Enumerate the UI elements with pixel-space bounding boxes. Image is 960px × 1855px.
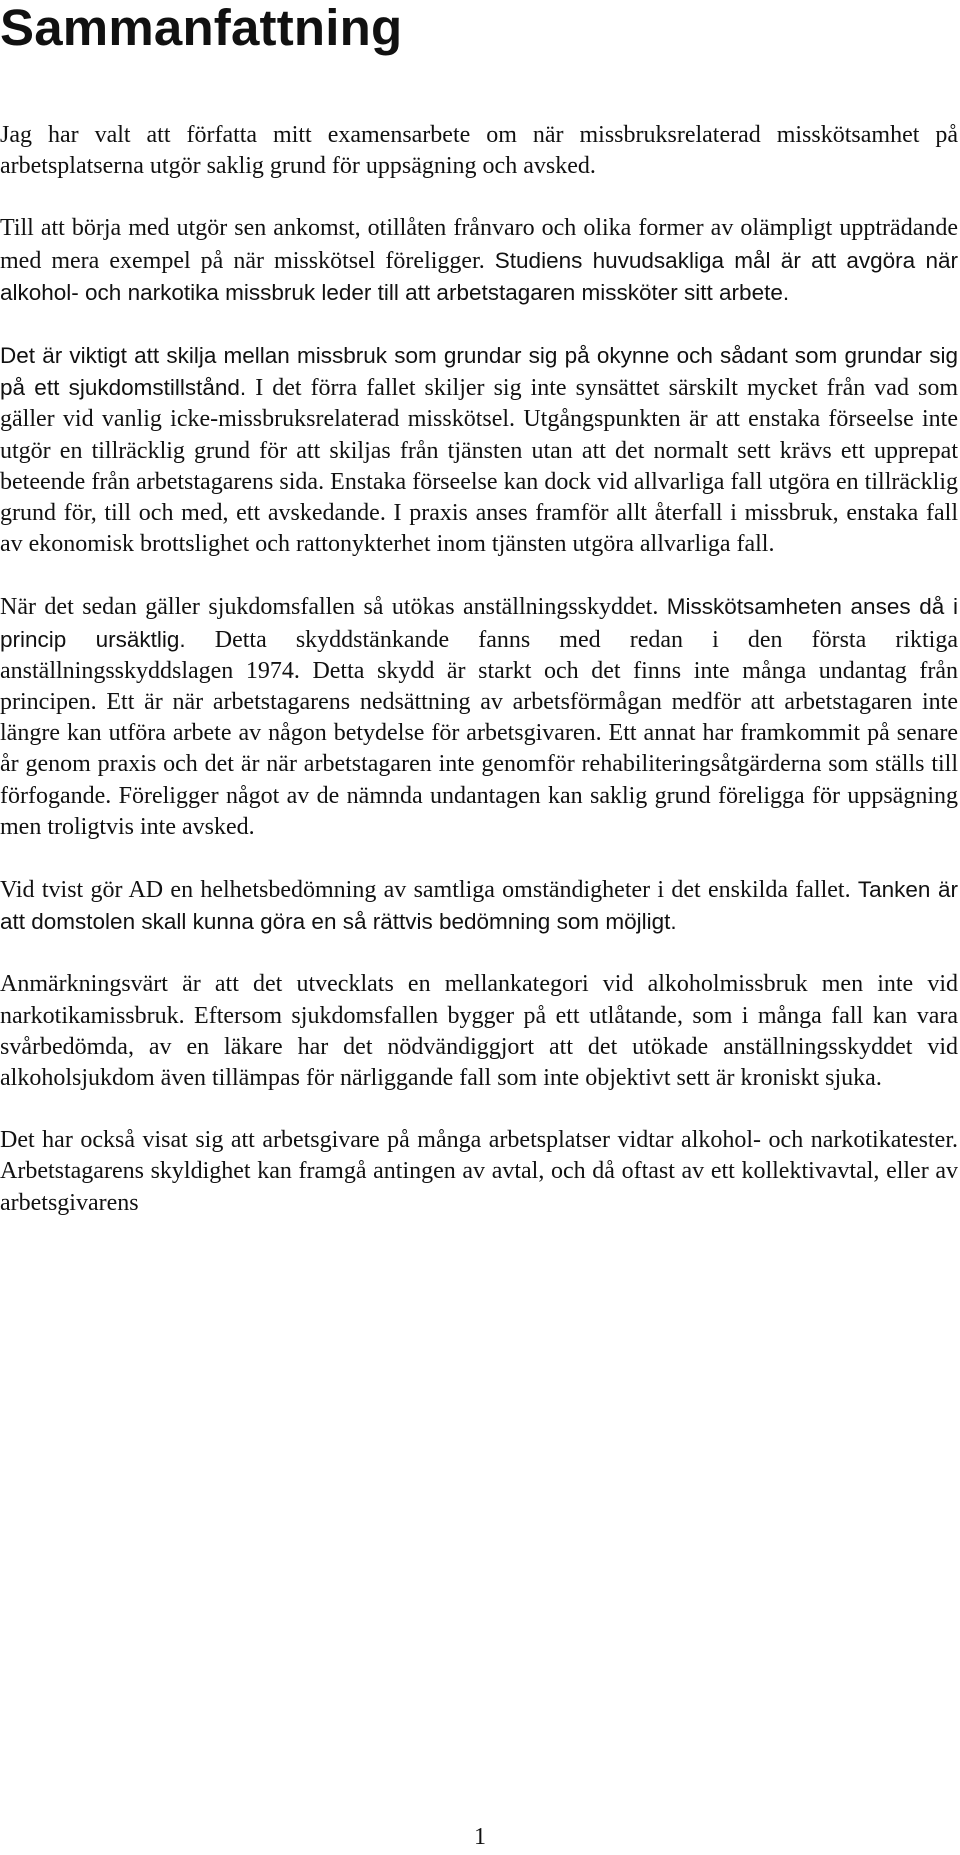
paragraph-7 <box>0 1125 958 1219</box>
paragraph-4-sentence-2: Misskötsamheten anses då i princip ursäktlig. <box>0 594 959 652</box>
summary-body <box>0 120 958 1250</box>
paragraph-6-text: Anmärkningsvärt är att det utvecklats en mellankategori vid alkoholmissbruk men inte vid narkotikamissbruk. Eftersom sjukdomsfallen bygger på ett utlåtande, som i många fall kan vara svårbedömda, av en läkare har det nödvändiggjort att det utökade anställningsskyddet vid alkoholsjukdom även tillämpas för närliggande fall som inte objektivt sett är kroniskt sjuka. <box>0 971 958 1092</box>
page-number: 1 <box>474 1824 486 1850</box>
paragraph-2-sentence-2: Studiens huvudsakliga mål är att avgöra när alkohol- och narkotika missbruk leder till att arbetstagaren missköter sitt arbete. <box>0 247 959 305</box>
paragraph-1 <box>0 120 958 182</box>
paragraph-3 <box>0 340 958 560</box>
paragraph-7-text: Det har också visat sig att arbetsgivare på många arbetsplatser vidtar alkohol- och narkotikatester. Arbetstagarens skyldighet kan framgå antingen av avtal, och då oftast av ett kollektivavtal, eller av arbetsgivarens <box>0 1127 958 1216</box>
paragraph-5-sentence-1: Vid tvist gör AD en helhetsbedömning av samtliga omständigheter i det enskilda fallet. <box>0 877 851 904</box>
paragraph-6 <box>0 969 958 1094</box>
paragraph-3-sentence-1: Det är viktigt att skilja mellan missbruk som grundar sig på okynne och sådant som grundar sig på ett sjukdomstillstånd. <box>0 343 958 401</box>
paragraph-5-sentence-2: Tanken är att domstolen skall kunna göra en så rättvis bedömning som möjligt. <box>0 877 958 935</box>
paragraph-1-text: Jag har valt att författa mitt examensarbete om när missbruksrelaterad misskötsamhet på arbetsplatserna utgör saklig grund för uppsägning och avsked. <box>0 122 958 180</box>
paragraph-4-rest: Detta skyddstänkande fanns med redan i den första riktiga anställningsskyddslagen 1974. Detta skydd är starkt och det finns inte många undantag från principen. Ett är när arbetstagarens nedsättning av arbetsförmågan medför att arbetstagaren inte längre kan utföra arbete av någon betydelse för arbetsgivaren. Ett annat har framkommit på senare år genom praxis och det är när arbetstagaren inte genomför rehabiliteringsåtgärderna som ställs till förfogande. Föreligger något av de nämnda undantagen kan saklig grund föreligga för uppsägning men troligtvis inte avsked. <box>0 626 958 840</box>
paragraph-2 <box>0 213 958 309</box>
paragraph-5 <box>0 874 958 938</box>
page-title: Sammanfattning <box>0 0 403 56</box>
paragraph-4-sentence-1: När det sedan gäller sjukdomsfallen så utökas anställningsskyddet. <box>0 594 659 621</box>
paragraph-3-rest: I det förra fallet skiljer sig inte synsättet särskilt mycket från vad som gäller vid vanlig icke-missbruksrelaterad misskötsel. Utgångspunkten är att enstaka förseelse inte utgör en tillräcklig grund för att skiljas från tjänsten utan att det normalt sett krävs ett upprepat beteende från arbetstagarens sida. Enstaka förseelse kan dock vid allvarliga fall utgöra en tillräcklig grund för, till och med, ett avskedande. I praxis anses framför allt återfall i missbruk, enstaka fall av ekonomisk brottslighet och rattonykterhet inom tjänsten utgöra allvarliga fall. <box>0 375 958 558</box>
paragraph-2-sentence-1: Till att börja med utgör sen ankomst, otillåten frånvaro och olika former av olämpligt uppträdande med mera exempel på när misskötsel föreligger. <box>0 215 958 274</box>
paragraph-4 <box>0 591 958 843</box>
